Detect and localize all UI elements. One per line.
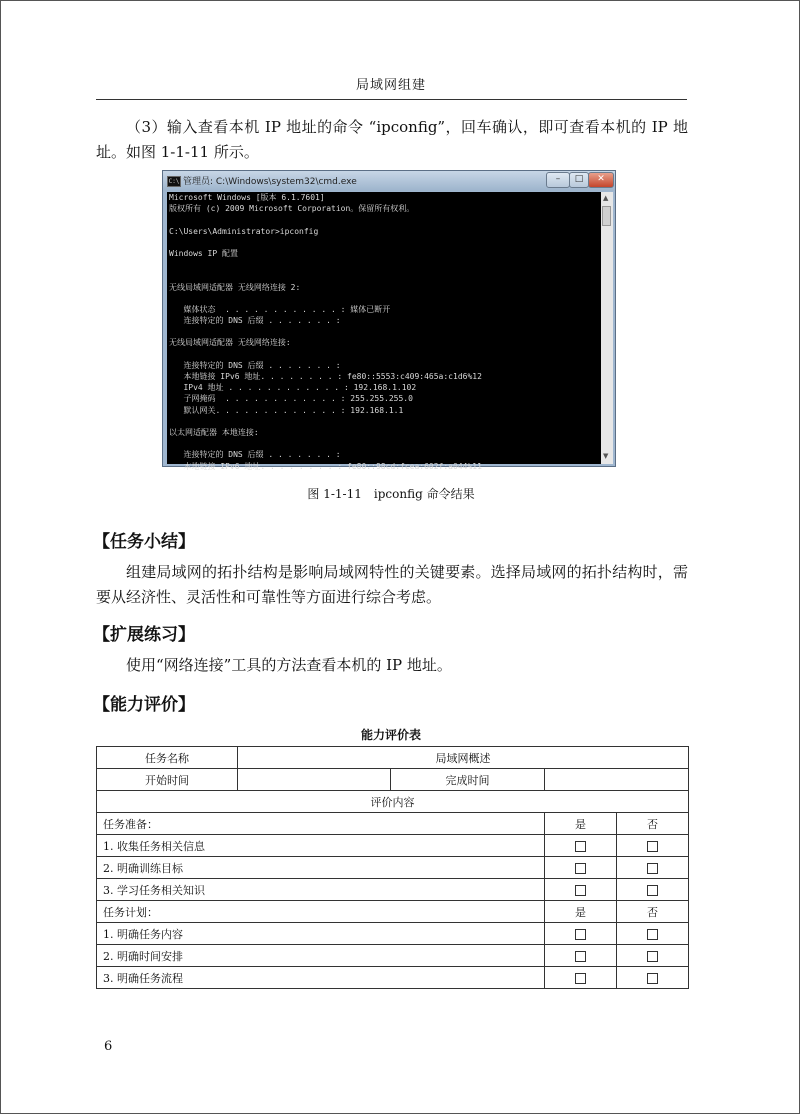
item-label: 2. 明确时间安排 (97, 945, 545, 967)
task-name-label: 任务名称 (97, 747, 238, 769)
console-line (167, 293, 601, 304)
console-line (167, 259, 601, 270)
console-line: 无线局域网适配器 无线网络连接 2: (169, 282, 301, 292)
scroll-thumb (602, 206, 611, 226)
console-line (167, 214, 601, 225)
figure-caption: 图 1-1-11 ipconfig 命令结果 (307, 487, 475, 501)
content-label: 评价内容 (97, 791, 689, 813)
checkbox-icon (575, 885, 586, 896)
console-line (167, 326, 601, 337)
table-row (97, 747, 689, 769)
checkbox-icon (575, 973, 586, 984)
table-row (97, 813, 689, 835)
checkbox-icon (647, 973, 658, 984)
running-header: 局域网组建 (355, 78, 426, 93)
console-line (167, 237, 601, 248)
table-row (97, 901, 689, 923)
console-line: Microsoft Windows [版本 6.1.7601] (169, 193, 325, 202)
console-line: 媒体状态 . . . . . . . . . . . . : 媒体已断开 (169, 304, 391, 314)
cmd-window-screenshot (162, 170, 616, 471)
close-icon: ✕ (588, 172, 614, 188)
evaluation-heading: 【能力评价】 (93, 695, 195, 715)
console-line: Windows IP 配置 (169, 248, 238, 258)
console-line: 本地链接 IPv6 地址. . . . . . . . : fe80::98cd:fcea:602f:a044%11 (169, 461, 482, 471)
scroll-down-icon: ▼ (603, 452, 609, 460)
no-header: 否 (617, 901, 689, 923)
checkbox-icon (575, 841, 586, 852)
checkbox-icon (575, 951, 586, 962)
checkbox-icon (647, 951, 658, 962)
no-checkbox[interactable] (617, 967, 689, 989)
cmd-icon: C:\ (168, 178, 180, 185)
practice-heading: 【扩展练习】 (93, 625, 195, 645)
checkbox-icon (647, 929, 658, 940)
item-label: 1. 明确任务内容 (97, 923, 545, 945)
console-line: 版权所有 (c) 2009 Microsoft Corporation。保留所有权利。 (169, 204, 415, 214)
checkbox-icon (647, 863, 658, 874)
item-label: 2. 明确训练目标 (97, 857, 545, 879)
item-label: 1. 收集任务相关信息 (97, 835, 545, 857)
no-checkbox[interactable] (617, 923, 689, 945)
cmd-window-title: 管理员: C:\Windows\system32\cmd.exe (183, 177, 357, 187)
no-checkbox[interactable] (617, 879, 689, 901)
no-checkbox[interactable] (617, 835, 689, 857)
console-line: 连接特定的 DNS 后缀 . . . . . . . : (169, 316, 341, 326)
checkbox-icon (647, 885, 658, 896)
no-checkbox[interactable] (617, 857, 689, 879)
console-line: 默认网关. . . . . . . . . . . . . : 192.168.1.1 (169, 405, 404, 415)
yes-header: 是 (545, 813, 617, 835)
scroll-up-icon: ▲ (603, 194, 609, 202)
yes-checkbox[interactable] (545, 967, 617, 989)
table-row (97, 923, 689, 945)
console-line: C:\Users\Administrator>ipconfig (169, 226, 319, 236)
start-time-value (238, 769, 391, 791)
yes-checkbox[interactable] (545, 879, 617, 901)
table-row (97, 769, 689, 791)
console-line: 本地链接 IPv6 地址. . . . . . . . : fe80::5553:c409:465a:c1d6%12 (169, 372, 482, 381)
checkbox-icon (575, 863, 586, 874)
table-title: 能力评价表 (360, 728, 421, 742)
task-name-value: 局域网概述 (238, 747, 689, 769)
maximize-icon: □ (569, 172, 589, 188)
yes-checkbox[interactable] (545, 945, 617, 967)
console-line (167, 349, 601, 360)
console-line: 子网掩码 . . . . . . . . . . . . : 255.255.255.0 (169, 394, 413, 404)
practice-paragraph: 使用“网络连接”工具的方法查看本机的 IP 地址。 (126, 656, 452, 674)
console-line: 连接特定的 DNS 后缀 . . . . . . . : (169, 360, 341, 370)
header-rule (96, 99, 687, 100)
group-title: 任务准备： (97, 813, 545, 835)
item-label: 3. 学习任务相关知识 (97, 879, 545, 901)
console-line: 无线局域网适配器 无线网络连接: (169, 338, 291, 348)
cmd-scrollbar (601, 192, 613, 464)
page-number: 6 (104, 1039, 113, 1054)
console-line: 连接特定的 DNS 后缀 . . . . . . . : (169, 450, 341, 460)
evaluation-table (96, 746, 689, 989)
cmd-console-output (167, 192, 601, 471)
yes-checkbox[interactable] (545, 857, 617, 879)
checkbox-icon (647, 841, 658, 852)
finish-time-label: 完成时间 (391, 769, 545, 791)
yes-checkbox[interactable] (545, 923, 617, 945)
table-row (97, 857, 689, 879)
table-row (97, 945, 689, 967)
summary-heading: 【任务小结】 (93, 532, 195, 552)
console-line: 以太网适配器 本地连接: (169, 427, 259, 437)
no-checkbox[interactable] (617, 945, 689, 967)
console-line (167, 416, 601, 427)
cmd-titlebar (163, 171, 615, 191)
table-row (97, 835, 689, 857)
finish-time-value (545, 769, 689, 791)
table-row (97, 879, 689, 901)
table-row (97, 791, 689, 813)
console-line (167, 438, 601, 449)
checkbox-icon (575, 929, 586, 940)
console-line: IPv4 地址 . . . . . . . . . . . . : 192.168.1.102 (169, 383, 417, 393)
no-header: 否 (617, 813, 689, 835)
table-row (97, 967, 689, 989)
yes-header: 是 (545, 901, 617, 923)
group-title: 任务计划： (97, 901, 545, 923)
yes-checkbox[interactable] (545, 835, 617, 857)
intro-paragraph: （3）输入查看本机 IP 地址的命令 “ipconfig”，回车确认，即可查看本机的 IP 地址。如图 1-1-11 所示。 (96, 118, 688, 161)
start-time-label: 开始时间 (97, 769, 238, 791)
minimize-icon: – (546, 172, 570, 188)
item-label: 3. 明确任务流程 (97, 967, 545, 989)
console-line (167, 270, 601, 281)
summary-paragraph: 组建局域网的拓扑结构是影响局域网特性的关键要素。选择局域网的拓扑结构时，需要从经济性、灵活性和可靠性等方面进行综合考虑。 (96, 563, 688, 606)
